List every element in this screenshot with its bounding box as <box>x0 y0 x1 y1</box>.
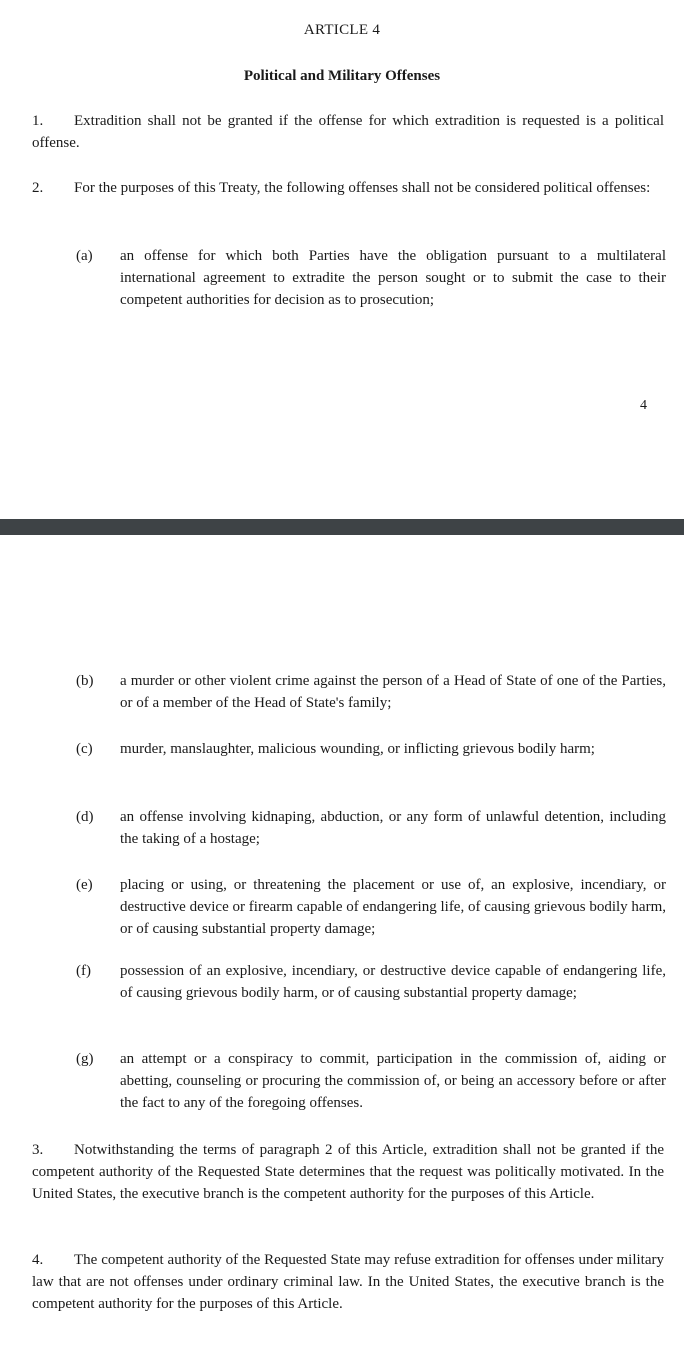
paragraph-text: Extradition shall not be granted if the offense for which extradition is requested is a political offense. <box>32 113 664 151</box>
paragraph-text: For the purposes of this Treaty, the following offenses shall not be considered political offenses: <box>74 180 651 196</box>
item-text: placing or using, or threatening the placement or use of, an explosive, incendiary, or destructive device or firearm capable of endangering life, of causing grievous bodily harm, or of causing substantial property damage; <box>120 877 666 937</box>
item-text: an offense involving kidnaping, abduction, or any form of unlawful detention, including the taking of a hostage; <box>120 809 666 847</box>
item-label: (d) <box>76 809 94 825</box>
item-label: (c) <box>76 741 93 757</box>
article-title: ARTICLE 4 <box>303 22 381 38</box>
paragraph-text: The competent authority of the Requested State may refuse extradition for offenses under military law that are not offenses under ordinary criminal law. In the United States, the executive branch is the competent authority for the purposes of this Article. <box>32 1252 664 1312</box>
item-label: (b) <box>76 673 94 689</box>
paragraph-2 <box>32 177 664 199</box>
paragraph-3 <box>32 1139 664 1205</box>
list-item-c <box>76 738 666 760</box>
item-text: an offense for which both Parties have the obligation pursuant to a multilateral international agreement to extradite the person sought or to submit the case to their competent authorities for decision as to prosecution; <box>120 248 666 308</box>
item-text: a murder or other violent crime against the person of a Head of State of one of the Parties, or of a member of the Head of State's family; <box>120 673 666 711</box>
list-item-a <box>76 245 666 311</box>
paragraph-number: 2. <box>32 180 44 196</box>
paragraph-number: 4. <box>32 1252 44 1268</box>
paragraph-1 <box>32 110 664 154</box>
paragraph-number: 1. <box>32 113 44 129</box>
article-heading: Political and Military Offenses <box>243 68 441 84</box>
paragraph-4 <box>32 1249 664 1315</box>
item-label: (f) <box>76 963 91 979</box>
paragraph-text: Notwithstanding the terms of paragraph 2 of this Article, extradition shall not be granted if the competent authority of the Requested State determines that the request was politically motivated. In the United States, the executive branch is the competent authority for the purposes of this Article. <box>32 1142 664 1202</box>
page-divider <box>0 519 684 535</box>
page-number: 4 <box>640 398 647 413</box>
list-item-f <box>76 960 666 1004</box>
item-text: possession of an explosive, incendiary, or destructive device capable of endangering life, of causing grievous bodily harm, or of causing substantial property damage; <box>120 963 666 1001</box>
list-item-e <box>76 874 666 940</box>
item-text: murder, manslaughter, malicious wounding, or inflicting grievous bodily harm; <box>120 741 595 757</box>
paragraph-number: 3. <box>32 1142 44 1158</box>
item-label: (g) <box>76 1051 94 1067</box>
item-label: (e) <box>76 877 93 893</box>
list-item-g <box>76 1048 666 1114</box>
item-label: (a) <box>76 248 93 264</box>
document-page-2 <box>0 535 684 1358</box>
list-item-b <box>76 670 666 714</box>
item-text: an attempt or a conspiracy to commit, participation in the commission of, aiding or abetting, counseling or procuring the commission of, or being an accessory before or after the fact to any of the foregoing offenses. <box>120 1051 666 1111</box>
document-page-1 <box>0 0 684 519</box>
list-item-d <box>76 806 666 850</box>
